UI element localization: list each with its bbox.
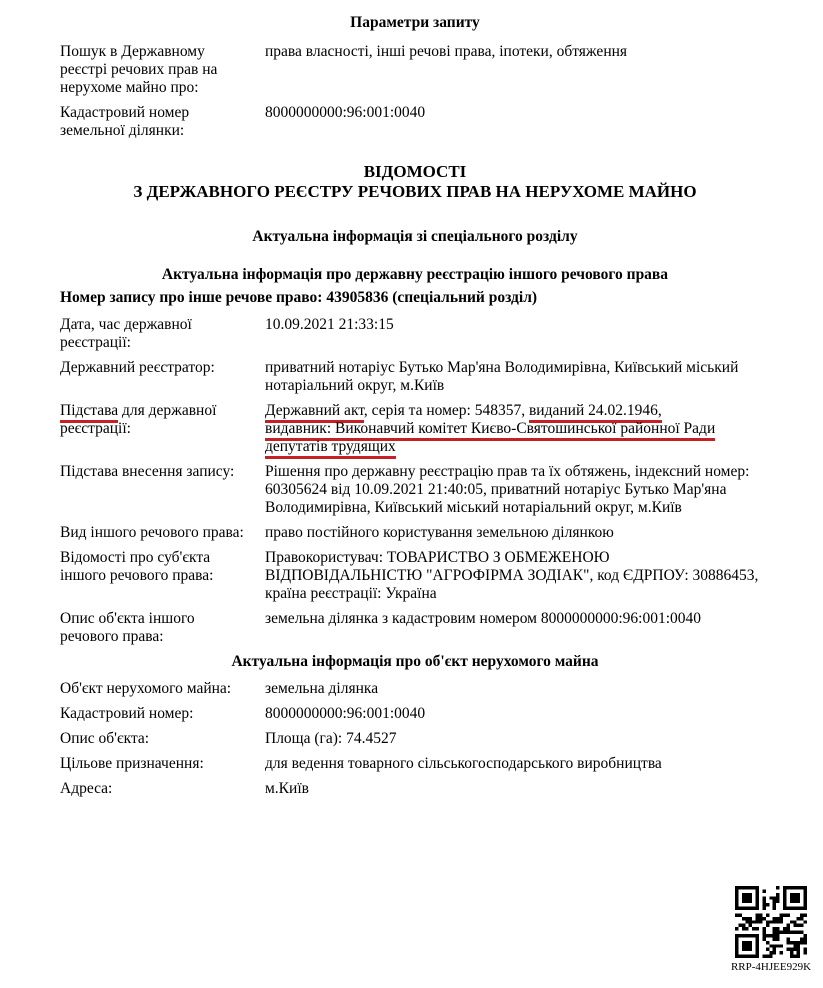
main-heading-line1: ВІДОМОСТІ bbox=[363, 162, 467, 181]
field-label: Кадастровий номер земельної ділянки: bbox=[60, 104, 190, 139]
search-scope-row bbox=[60, 43, 770, 97]
document-content bbox=[0, 14, 823, 798]
right-type-row bbox=[60, 524, 770, 542]
property-section-heading: Актуальна інформація про об'єкт нерухомого майна bbox=[231, 653, 599, 670]
registration-datetime-row bbox=[60, 316, 770, 352]
purpose-row bbox=[60, 755, 770, 773]
field-value: 8000000000:96:001:0040 bbox=[265, 705, 426, 722]
field-label: Кадастровий номер: bbox=[60, 705, 194, 722]
right-subject-row bbox=[60, 549, 770, 603]
plain-text: для державної реєстрації: bbox=[60, 402, 217, 437]
main-heading-line2: З ДЕРЖАВНОГО РЕЄСТРУ РЕЧОВИХ ПРАВ НА НЕРУХОМЕ МАЙНО bbox=[133, 182, 697, 201]
registrar-row bbox=[60, 359, 770, 395]
qr-code-icon bbox=[721, 886, 821, 958]
field-value: Правокористувач: ТОВАРИСТВО З ОБМЕЖЕНОЮ ВІДПОВІДАЛЬНІСТЮ "АГРОФІРМА ЗОДІАК", код ЄДРПОУ: 30886453, країна реєстрації: Україна bbox=[265, 549, 759, 602]
field-value: 10.09.2021 21:33:15 bbox=[265, 316, 394, 333]
field-label-underlined bbox=[60, 402, 265, 456]
field-label: Вид іншого речового права: bbox=[60, 524, 244, 541]
red-underlined-text: виданий 24.02.1946, bbox=[529, 402, 662, 423]
red-underlined-text: Державний акт bbox=[265, 402, 364, 423]
field-label: Опис об'єкта іншого речового права: bbox=[60, 610, 195, 645]
special-section-heading: Актуальна інформація зі спеціального розділу bbox=[252, 228, 578, 245]
query-parameters-title: Параметри запиту bbox=[350, 14, 480, 31]
red-underlined-text: видавник: Виконавчий комітет Києво-Святошинської районної Ради bbox=[265, 420, 715, 441]
field-value: Площа (га): 74.4527 bbox=[265, 730, 397, 747]
qr-block bbox=[721, 886, 821, 974]
field-label: Підстава внесення запису: bbox=[60, 463, 235, 480]
entry-basis-row bbox=[60, 463, 770, 517]
field-value-underlined bbox=[265, 402, 770, 456]
field-value: Рішення про державну реєстрацію прав та їх обтяжень, індексний номер: 60305624 від 10.09.2021 21:40:05, приватний нотаріус Бутько Мар'яна Володимирівна, Київський міський нотаріальний округ, м.Київ bbox=[265, 463, 750, 516]
registration-rows bbox=[60, 316, 770, 646]
plain-text: , серія та номер: 548357, bbox=[363, 402, 529, 419]
field-label: Відомості про суб'єкта іншого речового права: bbox=[60, 549, 214, 584]
property-object-row bbox=[60, 680, 770, 698]
registry-extract-document bbox=[0, 14, 823, 988]
field-label: Опис об'єкта: bbox=[60, 730, 150, 747]
object-description-row bbox=[60, 610, 770, 646]
property-rows bbox=[60, 680, 770, 798]
field-value: приватний нотаріус Бутько Мар'яна Володимирівна, Київський міський нотаріальний округ, м.Київ bbox=[265, 359, 739, 394]
main-heading bbox=[60, 162, 770, 202]
field-label: Державний реєстратор: bbox=[60, 359, 215, 376]
field-value: права власності, інші речові права, іпотеки, обтяження bbox=[265, 43, 628, 60]
field-value: м.Київ bbox=[265, 780, 309, 797]
field-label: Дата, час державної реєстрації: bbox=[60, 316, 192, 351]
cadastral-number-row bbox=[60, 705, 770, 723]
field-value: 8000000000:96:001:0040 bbox=[265, 104, 426, 121]
other-right-section-heading: Актуальна інформація про державну реєстрацію іншого речового права bbox=[161, 266, 669, 283]
field-label: Цільове призначення: bbox=[60, 755, 204, 772]
field-value: право постійного користування земельною ділянкою bbox=[265, 524, 614, 541]
field-value: для ведення товарного сільськогосподарського виробництва bbox=[265, 755, 662, 772]
cadastral-number-query-row bbox=[60, 104, 770, 140]
registration-basis-row bbox=[60, 402, 770, 456]
red-underlined-text: депутатів трудящих bbox=[265, 438, 396, 459]
field-value: земельна ділянка bbox=[265, 680, 379, 697]
object-area-row bbox=[60, 730, 770, 748]
field-value: земельна ділянка з кадастровим номером 8000000000:96:001:0040 bbox=[265, 610, 702, 627]
address-row bbox=[60, 780, 770, 798]
record-number-line: Номер запису про інше речове право: 43905836 (спеціальний розділ) bbox=[60, 289, 538, 306]
field-label: Адреса: bbox=[60, 780, 113, 797]
field-label: Пошук в Державному реєстрі речових прав на нерухоме майно про: bbox=[60, 43, 218, 96]
field-label: Об'єкт нерухомого майна: bbox=[60, 680, 232, 697]
red-underlined-text: Підстава bbox=[60, 402, 118, 423]
qr-code-label: RRP-4HJEE929K bbox=[730, 961, 812, 973]
